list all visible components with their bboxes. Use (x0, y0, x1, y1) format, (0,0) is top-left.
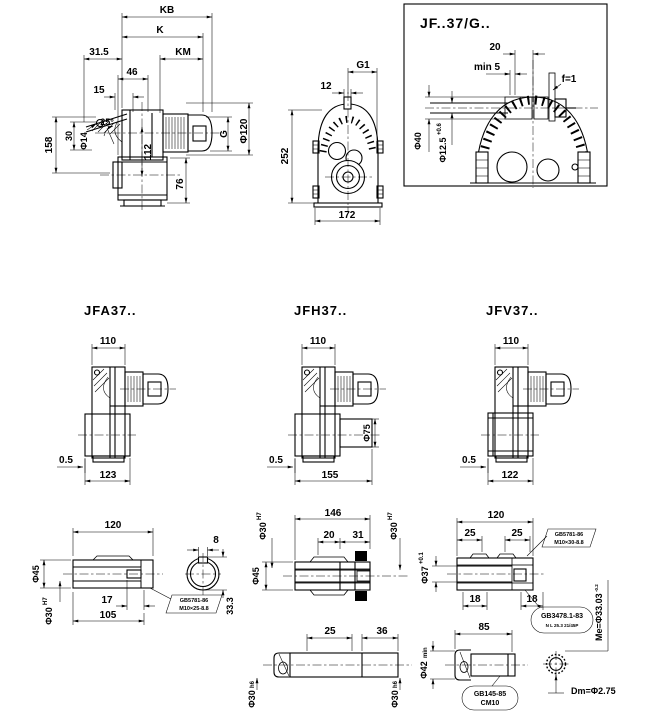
dim-g (219, 130, 230, 138)
dim-phi40 (413, 132, 423, 149)
svg-text:Φ37: Φ37 (420, 566, 430, 584)
svg-text:Φ40: Φ40 (413, 132, 423, 150)
dim-30 (64, 131, 74, 141)
dim-f1: f=1 (561, 74, 577, 85)
svg-text:GB145-85: GB145-85 (473, 691, 507, 698)
svg-text:Φ75: Φ75 (362, 424, 372, 442)
detail-box-title: JF..37/G.. (420, 15, 491, 31)
svg-text:+0.6: +0.6 (437, 123, 443, 135)
spline-dim-18b: 18 (526, 594, 538, 605)
svg-text:h6: h6 (393, 680, 399, 688)
jfv37-dim-122: 122 (501, 470, 519, 481)
spline-dim-85: 85 (478, 622, 490, 633)
hollow-dim-33-3 (225, 597, 235, 615)
dim-min5: min 5 (473, 62, 501, 73)
jfh37-dim-155: 155 (321, 470, 339, 481)
jfv37-dim-05: 0.5 (462, 455, 476, 466)
svg-text:min: min (423, 647, 429, 658)
dim-252 (280, 147, 291, 164)
dim-46: 46 (126, 67, 138, 78)
svg-text:Φ45: Φ45 (251, 567, 261, 585)
svg-text:Φ42: Φ42 (419, 661, 429, 679)
svg-text:H7: H7 (257, 512, 263, 520)
jfv37-dim-110: 110 (502, 336, 520, 347)
hollow-dim-105: 105 (99, 610, 117, 621)
svg-text:GB5781-86: GB5781-86 (179, 598, 209, 604)
jfh37-dim-110: 110 (309, 336, 327, 347)
svg-text:30: 30 (64, 130, 74, 142)
svg-text:Φ45: Φ45 (31, 565, 41, 583)
svg-text:76: 76 (175, 178, 186, 190)
svg-text:158: 158 (44, 136, 55, 154)
svg-text:h6: h6 (250, 680, 256, 688)
jfa37-dim-05: 0.5 (59, 455, 73, 466)
svg-text:Me=Φ33.03: Me=Φ33.03 (594, 593, 604, 641)
svg-text:H7: H7 (388, 512, 394, 520)
svg-text:+0.1: +0.1 (419, 552, 425, 564)
variant-jfv37-title: JFV37.. (486, 303, 539, 318)
shrink-dim-146: 146 (324, 508, 342, 519)
svg-text:Φ30: Φ30 (258, 522, 268, 540)
dim-112 (143, 143, 154, 160)
dim-12: 12 (320, 81, 332, 92)
jfh37-dim-phi75 (362, 424, 372, 441)
solid-dim-36: 36 (376, 626, 388, 637)
variant-jfh37-title: JFH37.. (294, 303, 348, 318)
svg-text:Φ30: Φ30 (247, 690, 257, 708)
svg-text:252: 252 (280, 147, 291, 165)
spline-dim-18a: 18 (469, 594, 481, 605)
dim-158 (44, 136, 55, 153)
svg-text:Φ14: Φ14 (79, 132, 89, 150)
svg-text:M10×30-8.8: M10×30-8.8 (554, 540, 584, 546)
spline-dim-25a: 25 (464, 528, 476, 539)
dim-172: 172 (338, 210, 356, 221)
dim-k: K (156, 25, 164, 36)
dim-km: KM (175, 47, 191, 58)
svg-text:GB3478.1-83: GB3478.1-83 (540, 613, 584, 620)
hollow-dim-8: 8 (213, 535, 219, 546)
dim-phi14 (79, 132, 89, 149)
hollow-dim-120: 120 (104, 520, 122, 531)
svg-text:Φ30: Φ30 (389, 522, 399, 540)
dim-76 (175, 178, 186, 190)
variant-jfa37-title: JFA37.. (84, 303, 137, 318)
dim-phi120 (239, 118, 250, 143)
svg-text:H7: H7 (43, 597, 49, 605)
shrink-dim-20: 20 (323, 530, 335, 541)
spline-dim-120: 120 (487, 510, 505, 521)
svg-text:Φ120: Φ120 (239, 118, 250, 144)
hollow-dim-phi45 (31, 565, 41, 582)
svg-text:G: G (219, 130, 230, 138)
svg-text:-0.2: -0.2 (594, 584, 599, 592)
dim-31-5: 31.5 (89, 47, 109, 58)
dim-kb: KB (159, 5, 175, 16)
svg-text:Φ30: Φ30 (44, 607, 54, 625)
svg-text:Φ12.5: Φ12.5 (438, 137, 448, 163)
jfa37-dim-123: 123 (99, 470, 117, 481)
jfa37-dim-110: 110 (99, 336, 117, 347)
dim-25deg: 25° (100, 117, 114, 127)
spline-dim-dm: Dm=Φ2.75 (571, 686, 616, 696)
dim-20: 20 (489, 42, 501, 53)
svg-text:Φ30: Φ30 (390, 690, 400, 708)
svg-text:N L 25.3 21/45P: N L 25.3 21/45P (545, 623, 579, 628)
shrink-dim-31: 31 (352, 530, 364, 541)
spline-dim-25b: 25 (511, 528, 523, 539)
hollow-dim-17: 17 (101, 595, 113, 606)
svg-text:112: 112 (143, 143, 154, 161)
jfh37-dim-05: 0.5 (269, 455, 283, 466)
svg-text:CM10: CM10 (480, 700, 500, 707)
svg-text:GB5781-86: GB5781-86 (554, 532, 584, 538)
dim-g1: G1 (356, 60, 370, 71)
svg-text:M10×25-8.8: M10×25-8.8 (179, 606, 209, 612)
solid-dim-25: 25 (324, 626, 336, 637)
svg-text:33.3: 33.3 (225, 597, 235, 615)
dim-15: 15 (93, 85, 105, 96)
shrink-dim-phi45 (251, 567, 261, 584)
